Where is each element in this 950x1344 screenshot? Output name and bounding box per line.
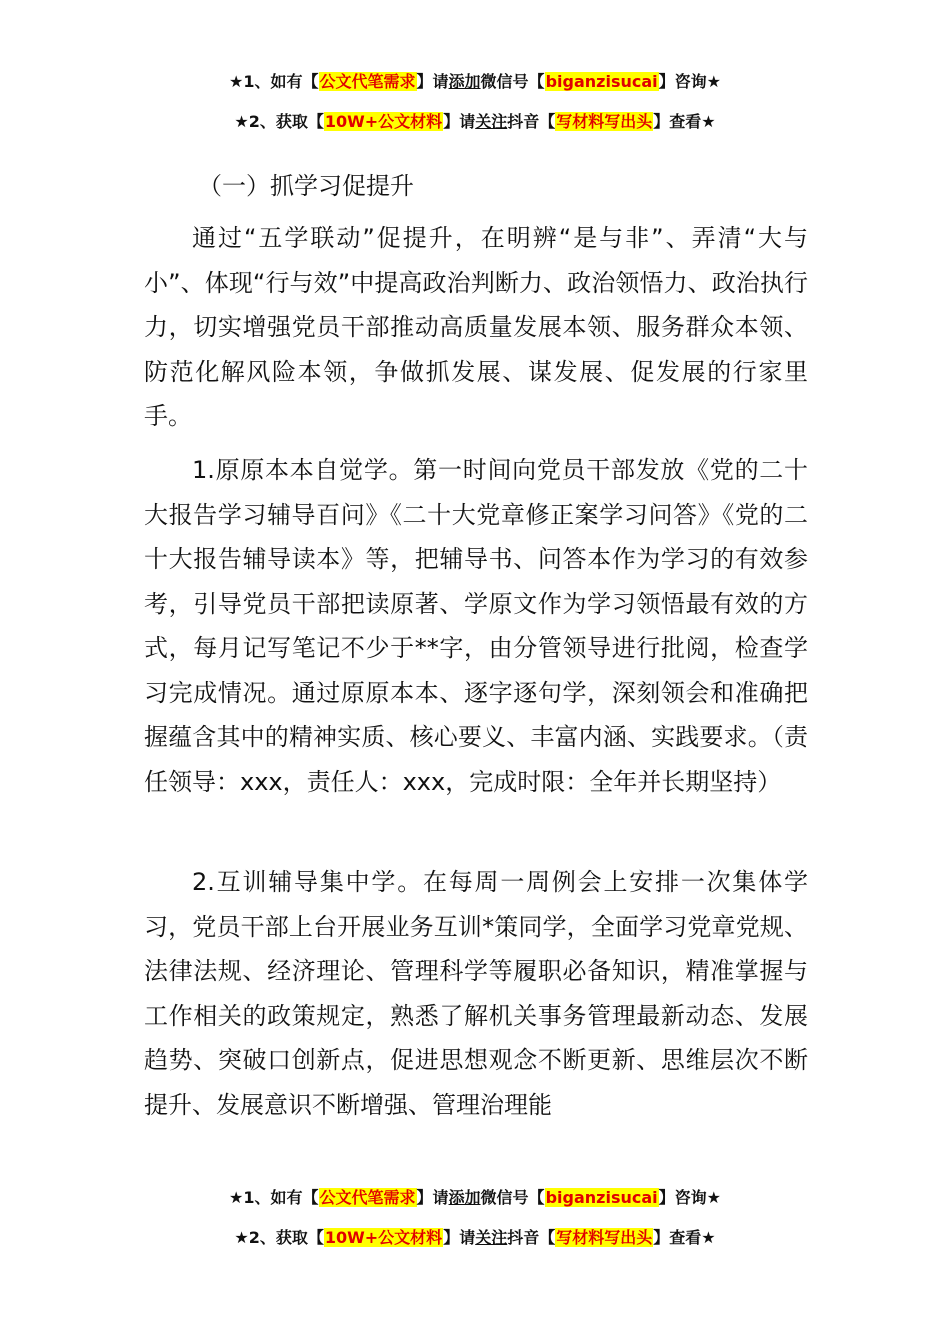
paragraph-item-1: 1.原原本本自觉学。第一时间向党员干部发放《党的二十大报告学习辅导百问》《二十大党章修正案学习问答》《党的二十大报告辅导读本》等，把辅导书、问答本作为学习的有效参考，引导党员干部把读原著、学原文作为学习领悟最有效的方式，每月记写笔记不少于**字，由分管领导进行批阅，检查学习完成情况。通过原原本本、逐字逐句学，深刻领会和准确把握蕴含其中的精神实质、核心要义、丰富内涵、实践要求。（责任领导：xxx，责任人：xxx，完成时限：全年并长期坚持） [144, 456, 808, 796]
header-promo-line-2: ★2、获取【10W+公文材料】请关注抖音【写材料写出头】查看★ [234, 112, 716, 131]
highlight-service: 公文代笔需求 [319, 1188, 416, 1207]
footer-promo-line-2: ★2、获取【10W+公文材料】请关注抖音【写材料写出头】查看★ [234, 1228, 716, 1247]
header-promo-line-1: ★1、如有【公文代笔需求】请添加微信号【biganzisucai】咨询★ [229, 72, 721, 91]
highlight-materials: 10W+公文材料 [324, 1228, 443, 1247]
paragraph-intro: 通过“五学联动”促提升，在明辨“是与非”、弄清“大与小”、体现“行与效”中提高政治判断力、政治领悟力、政治执行力，切实增强党员干部推动高质量发展本领、服务群众本领、防范化解风险本领，争做抓发展、谋发展、促发展的行家里手。 [144, 224, 808, 430]
highlight-service: 公文代笔需求 [319, 72, 416, 91]
footer-promo-line-1: ★1、如有【公文代笔需求】请添加微信号【biganzisucai】咨询★ [229, 1188, 721, 1207]
highlight-wechat-id: biganzisucai [545, 1188, 658, 1207]
highlight-materials: 10W+公文材料 [324, 112, 443, 131]
paragraph-item-2: 2.互训辅导集中学。在每周一周例会上安排一次集体学习，党员干部上台开展业务互训*策同学，全面学习党章党规、法律法规、经济理论、管理科学等履职必备知识，精准掌握与工作相关的政策规定，熟悉了解机关事务管理最新动态、发展趋势、突破口创新点，促进思想观念不断更新、思维层次不断提升、发展意识不断增强、管理治理能 [144, 868, 808, 1119]
highlight-douyin: 写材料写出头 [556, 112, 653, 131]
highlight-wechat-id: biganzisucai [545, 72, 658, 91]
highlight-douyin: 写材料写出头 [556, 1228, 653, 1247]
section-heading: （一）抓学习促提升 [198, 172, 414, 200]
